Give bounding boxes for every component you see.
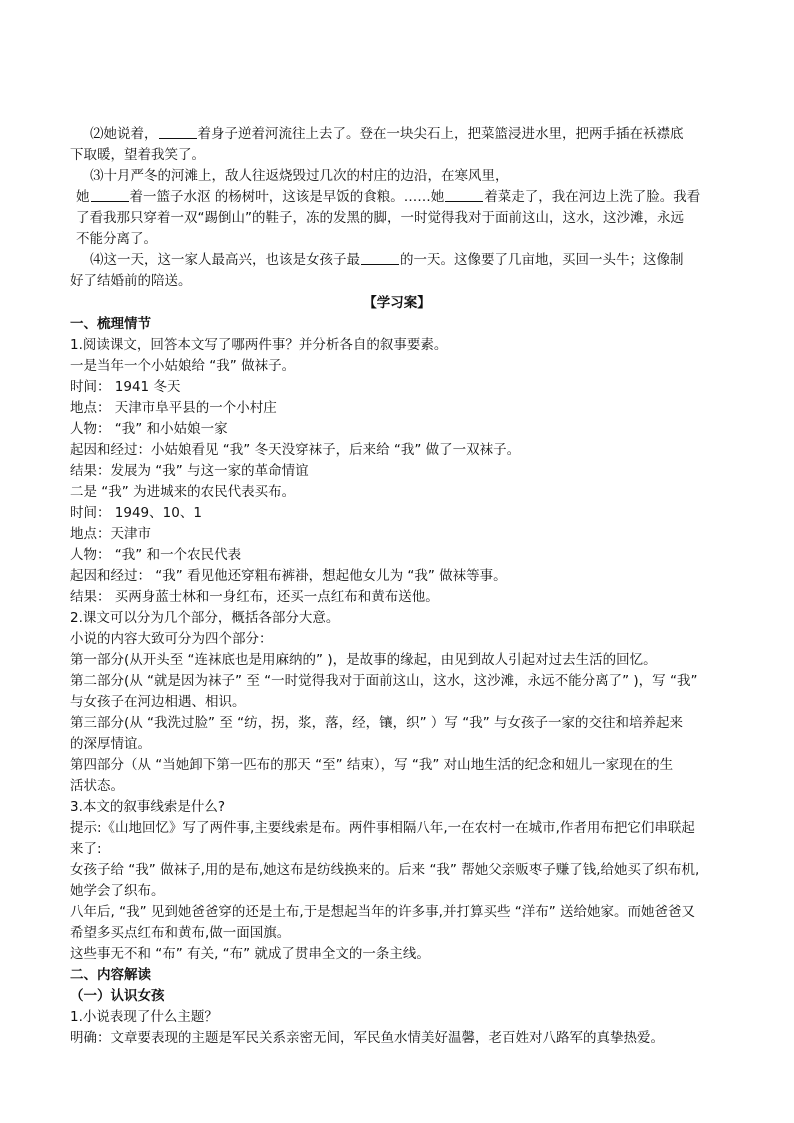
text-line: 1.小说表现了什么主题？: [70, 1009, 218, 1025]
text-line: 起因和经过：小姑娘看见 “我” 冬天没穿袜子，后来给 “我” 做了一双袜子。: [70, 442, 521, 458]
subsection-title: （一）认识女孩: [70, 988, 165, 1004]
text-line: 一是当年一个小姑娘给 “我” 做袜子。: [70, 358, 296, 374]
text-line: 明确：文章要表现的主题是军民关系亲密无间，军民鱼水情美好温馨，老百姓对八路军的真挚热爱。: [70, 1030, 664, 1046]
text-line: 与女孩子在河边相遇、相识。: [70, 694, 246, 710]
exercise-q3-text-a: 十月严冬的河滩上，敌人往返烧毁过几次的村庄的边沿，在寒风里，: [103, 168, 509, 184]
exercise-q2-line1: [90, 125, 750, 143]
exercise-q3-number: ⑶: [90, 168, 104, 184]
exercise-q2-line2: 下取暖，望着我笑了。: [70, 147, 205, 163]
text-line: 人物： “我” 和一个农民代表: [70, 547, 242, 563]
fill-blank: [91, 189, 129, 202]
exercise-q2-number: ⑵: [90, 126, 104, 142]
text-line: 第一部分(从开头至 “连袜底也是用麻纳的” )，是故事的缘起，由见到故人引起对过去生活的回忆。: [70, 652, 657, 668]
section-title: 二、内容解读: [70, 967, 151, 983]
exercise-q4-line1: [90, 251, 750, 269]
section-heading: 【学习案】: [363, 295, 431, 311]
exercise-q3-line3: 了看我那只穿着一双“踢倒山”的鞋子，冻的发黑的脚，一时觉得我对于面前这山，这水，这沙滩，永远: [76, 210, 684, 226]
text-line: 希望多买点红布和黄布,做一面国旗。: [70, 925, 291, 941]
text-line: 小说的内容大致可分为四个部分：: [70, 631, 273, 647]
text-line: 3.本文的叙事线索是什么?: [70, 799, 226, 815]
text-line: 结果：发展为 “我” 与这一家的革命情谊: [70, 463, 309, 479]
text-line: 人物： “我” 和小姑娘一家: [70, 421, 228, 437]
text-line: 八年后, “我” 见到她爸爸穿的还是土布,于是想起当年的许多事,并打算买些 “洋布” 送给她家。而她爸爸又: [70, 904, 696, 920]
text-line: 时间： 1949、10、1: [70, 505, 202, 521]
text-line: 女孩子给 “我” 做袜子,用的是布,她这布是纺线换来的。后来 “我” 帮她父亲贩枣子赚了钱,给她买了织布机,: [70, 862, 700, 878]
text-line: 结果： 买两身蓝士林和一身红布，还买一点红布和黄布送他。: [70, 589, 439, 605]
text-line: 提示:《山地回忆》写了两件事,主要线索是布。两件事相隔八年,一在农村一在城市,作者用布把它们串联起: [70, 820, 695, 836]
text-line: 的深厚情谊。: [70, 736, 151, 752]
exercise-q3-line1: [90, 167, 750, 185]
text-line: 来了:: [70, 841, 102, 857]
text-line: 2.课文可以分为几个部分，概括各部分大意。: [70, 610, 340, 626]
text-line: 1.阅读课文，回答本文写了哪两件事？并分析各自的叙事要素。: [70, 337, 448, 353]
exercise-q4-text-b: 的一天。这像要了几亩地，买回一头牛；这像制: [400, 252, 684, 268]
text-line: 第二部分(从 “就是因为袜子” 至 “一时觉得我对于面前这山，这水，这沙滩，永远不能分离了” )，写 “我”: [70, 673, 698, 689]
exercise-q3-text-b: 她: [76, 189, 90, 205]
exercise-q3-line2: [76, 188, 736, 206]
text-line: 起因和经过： “我” 看见他还穿粗布裤褂，想起他女儿为 “我” 做袜等事。: [70, 568, 507, 584]
exercise-q2-text-a: 她说着，: [103, 126, 158, 142]
exercise-q4-line2: 好了结婚前的陪送。: [70, 273, 192, 289]
text-line: 第四部分（从 “当她卸下第一匹布的那天 “至” 结束），写 “我” 对山地生活的纪念和妞儿一家现在的生: [70, 757, 674, 773]
text-line: 时间： 1941 冬天: [70, 379, 181, 395]
text-line: 地点：天津市: [70, 526, 151, 542]
exercise-q3-line4: 不能分离了。: [76, 231, 157, 247]
text-line: 地点： 天津市阜平县的一个小村庄: [70, 400, 277, 416]
fill-blank: [445, 189, 483, 202]
text-line: 她学会了织布。: [70, 883, 165, 899]
text-line: 这些事无不和 “布” 有关, “布” 就成了贯串全文的一条主线。: [70, 946, 430, 962]
exercise-q4-number: ⑷: [90, 252, 104, 268]
section-title: 一、梳理情节: [70, 316, 151, 332]
text-line: 二是 “我” 为进城来的农民代表买布。: [70, 484, 296, 500]
fill-blank: [159, 126, 197, 139]
exercise-q3-text-c: 着一篮子水沤 的杨树叶，这该是早饭的食粮。……她: [129, 189, 445, 205]
exercise-q2-text-b: 着身子逆着河流往上去了。登在一块尖石上，把菜篮浸进水里，把两手插在袄襟底: [197, 126, 684, 142]
exercise-q4-text-a: 这一天，这一家人最高兴，也该是女孩子最: [103, 252, 360, 268]
fill-blank: [361, 252, 399, 265]
text-line: 第三部分(从 “我洗过脸” 至 “纺，拐，浆，落，经，镶，织” ）写 “我” 与女孩子一家的交往和培养起来: [70, 715, 683, 731]
exercise-q3-text-d: 着菜走了，我在河边上洗了脸。我看: [484, 189, 701, 205]
text-line: 活状态。: [70, 778, 124, 794]
